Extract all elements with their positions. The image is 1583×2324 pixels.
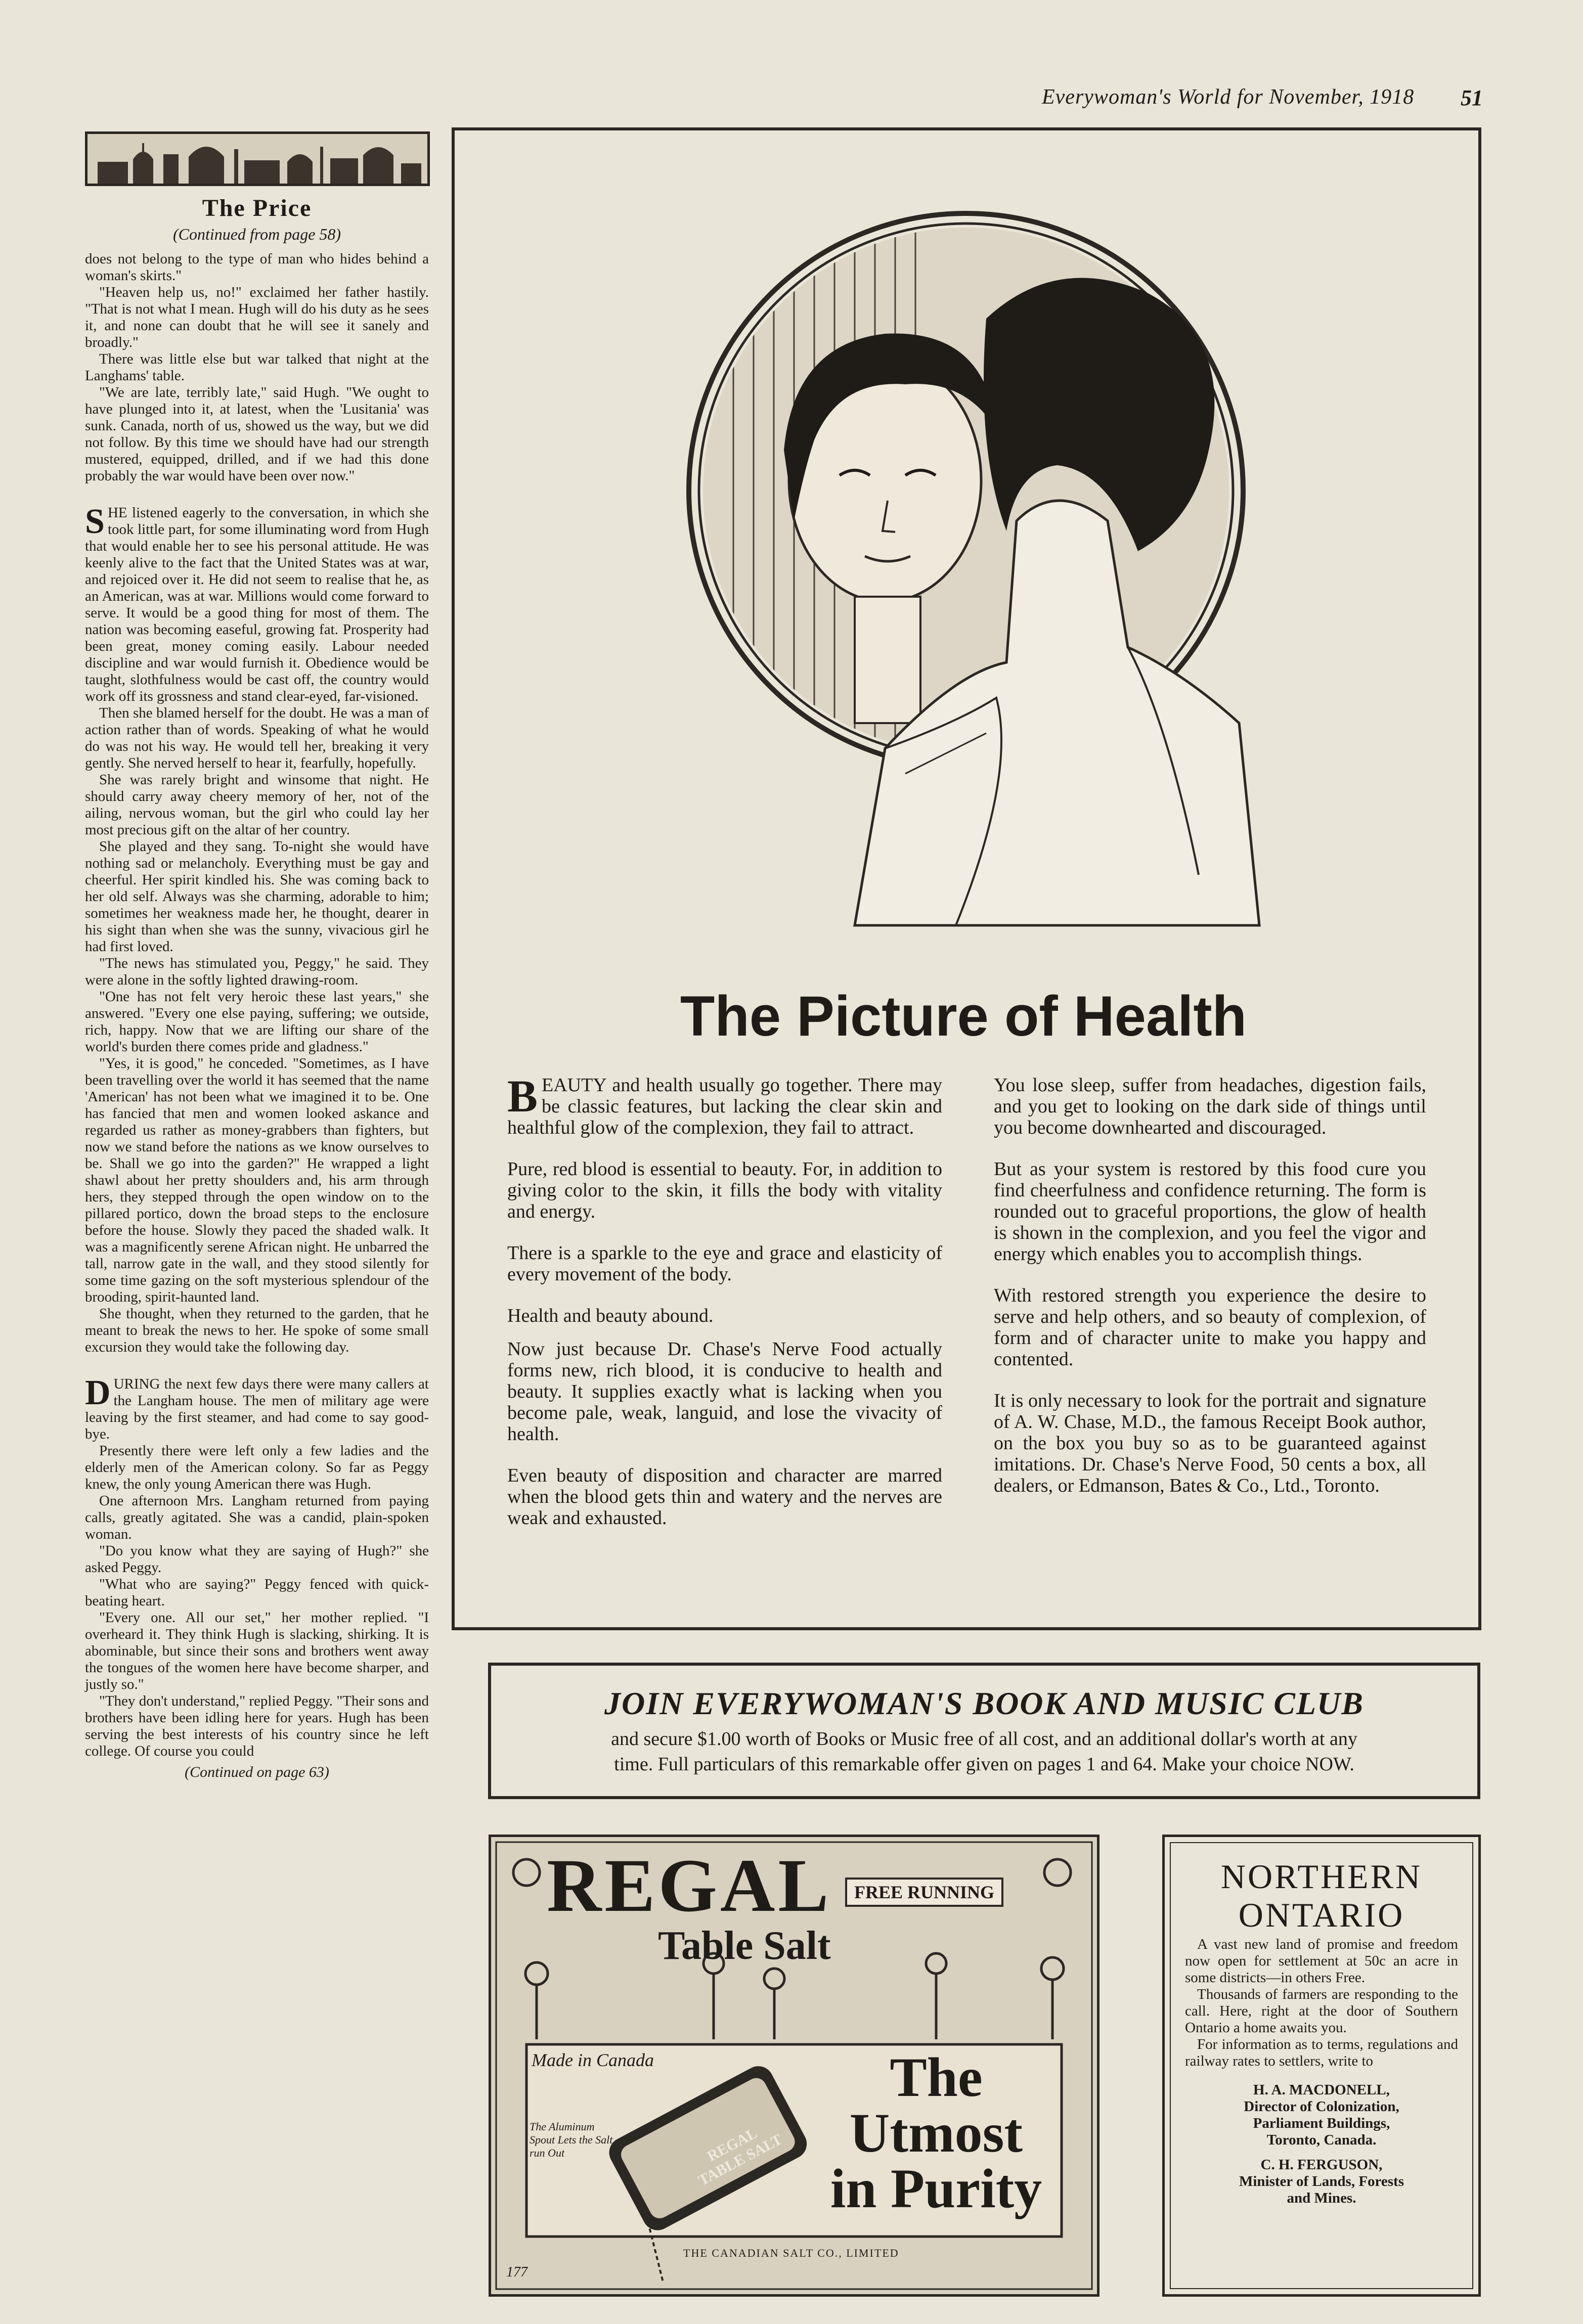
- spout-note: The Aluminum Spout Lets the Salt run Out: [530, 2120, 613, 2159]
- chase-ad-right-column: [994, 1075, 1426, 1516]
- story-paragraph: One afternoon Mrs. Langham returned from paying calls, greatly agitated. She was a candid, plain-spoken woman.: [85, 1493, 429, 1542]
- northern-ontario-text: A vast new land of promise and freedom now open for settlement at 50c an acre in some districts—in others Free. Thousands of farmers are responding to the call. Here, right at the door of Southern Ontario a home awaits you. For information as to terms, regulations and railway rates to settlers, write to H. A. MACDONELL, Director of Colonization, Parliament Buildings, Toronto, Canada. C. H. FERGUSON, Minister of Lands, Forests and Mines.: [1185, 1936, 1458, 2206]
- northern-ontario-heading: NORTHERN ONTARIO: [1220, 1857, 1423, 1934]
- chase-ad-paragraph: Now just because Dr. Chase's Nerve Food actually forms new, rich blood, it is conducive to health and beauty. It supplies exactly what is lacking when you become pale, weak, languid, and lose the vivacity of health.: [507, 1338, 942, 1445]
- northern-ontario-ad: [1162, 1835, 1481, 2297]
- mirror-portrait-illustration: [602, 167, 1340, 956]
- story-paragraph: SHE listened eagerly to the conversation, in which she took little part, for some illuminating word from Hugh that would enable her to see his personal attitude. He was keenly alive to the fact that the United States was at war, and rejoiced over it. He did not seem to realise that he, as an American, was at war. Millions would come forward to serve. It would be a good thing for most of them. The nation was becoming easeful, growing fat. Prosperity had been great, money coming easily. Labour needed discipline and war would furnish it. Obedience would be taught, slothfulness would be cast off, the country would work off its grossness and stand clear-eyed, far-visioned.: [85, 502, 429, 704]
- story-paragraph: "They don't understand," replied Peggy. "Their sons and brothers have been idling here for years. Hugh has been serving the best interests of his country since he left college. Of course you could: [85, 1693, 429, 1759]
- free-running-badge: FREE RUNNING: [845, 1878, 1003, 1907]
- story-paragraph: DURING the next few days there were many callers at the Langham house. The men of military age were leaving by the first steamer, and had come to say good-bye.: [85, 1373, 429, 1442]
- story-paragraph: She played and they sang. To-night she would have nothing sad or melancholy. Everything must be gay and cheerful. Her spirit kindled his. She was coming back to her old self. Always was she charming, adorable to him; sometimes her weakness made her, he thought, dearer in his sight than when she was the sunny, vivacious girl he had first loved.: [85, 838, 429, 955]
- salt-company: THE CANADIAN SALT CO., LIMITED: [683, 2247, 899, 2259]
- chase-ad-paragraph: Pure, red blood is essential to beauty. For, in addition to giving color to the skin, it fills the body with vitality and energy.: [507, 1158, 942, 1222]
- table-salt-label: Table Salt: [658, 1924, 831, 1968]
- chase-ad-paragraph: There is a sparkle to the eye and grace and elasticity of every movement of the body.: [507, 1242, 942, 1285]
- story-paragraph: "We are late, terribly late," said Hugh. "We ought to have plunged into it, at latest, when the 'Lusitania' was sunk. Canada, north of us, showed us the way, but we did not follow. By this time we should have had our strength mustered, equipped, drilled, and if we had this done probably the war would have been over now.": [85, 384, 429, 484]
- page-number: 51: [1461, 85, 1483, 110]
- skyline-illustration: [85, 131, 430, 186]
- club-heading: JOIN EVERYWOMAN'S BOOK AND MUSIC CLUB: [604, 1685, 1364, 1721]
- chase-ad-paragraph: But as your system is restored by this food cure you find cheerfulness and confidence returning. The form is rounded out to graceful proportions, the glow of health is shown in the complexion, and you feel the vigor and energy which enables you to accomplish things.: [994, 1158, 1426, 1265]
- drop-cap: S: [85, 502, 105, 541]
- chase-ad-left-column: [507, 1071, 942, 1549]
- story-paragraph: "What who are saying?" Peggy fenced with quick-beating heart.: [85, 1576, 429, 1609]
- chase-ad-paragraph: With restored strength you experience the desire to serve and help others, and so beauty of complexion, of form and of character unite to make you happy and contented.: [994, 1285, 1426, 1370]
- chase-ad-paragraph: It is only necessary to look for the portrait and signature of A. W. Chase, M.D., the famous Receipt Book author, on the box you buy so as to be guaranteed against imitations. Dr. Chase's Nerve Food, 50 cents a box, all dealers, or Edmanson, Bates & Co., Ltd., Toronto.: [994, 1390, 1426, 1496]
- story-column: [85, 131, 429, 1781]
- story-paragraph: Then she blamed herself for the doubt. He was a man of action rather than of words. Speaking of what he would do was not his way. He would tell her, breaking it very gently. She nerved herself to hear it, fearfully, hopefully.: [85, 705, 429, 771]
- contact-ferguson: C. H. FERGUSON, Minister of Lands, Forests and Mines.: [1239, 2157, 1404, 2206]
- story-paragraph: "The news has stimulated you, Peggy," he said. They were alone in the softly lighted drawing-room.: [85, 955, 429, 988]
- drop-cap: B: [507, 1071, 538, 1122]
- regal-salt-ad: [489, 1835, 1100, 2297]
- chase-ad-paragraph: BEAUTY and health usually go together. There may be classic features, but lacking the clear skin and healthful glow of the complexion, they fail to attract.: [507, 1071, 942, 1138]
- drop-cap: D: [85, 1373, 111, 1412]
- story-paragraph: "One has not felt very heroic these last years," she answered. "Every one else paying, suffering; we outside, rich, happy. Now that we are lifting our share of the world's burden there comes pride and gladness.": [85, 989, 429, 1055]
- contact-macdonell: H. A. MACDONELL, Director of Colonization, Parliament Buildings, Toronto, Canada.: [1244, 2082, 1399, 2148]
- running-head: Everywoman's World for November, 1918: [1042, 85, 1415, 109]
- continued-on: (Continued on page 63): [185, 1764, 329, 1780]
- story-paragraph: She was rarely bright and winsome that night. He should carry away cheery memory of her, not of the ailing, nervous woman, but the girl who could lay her most precious gift on the altar of her country.: [85, 772, 429, 838]
- book-music-club-ad: [488, 1663, 1480, 1799]
- story-paragraph: "Heaven help us, no!" exclaimed her father hastily. "That is not what I mean. Hugh will do his duty as he sees it, and none can doubt that he will see it sanely and broadly.": [85, 284, 429, 350]
- story-paragraph: "Every one. All our set," her mother replied. "I overheard it. They think Hugh is slacking, shirking. It is abominable, but since their sons and brothers went away the tongues of the women here have become sharper, and justly so.": [85, 1610, 429, 1692]
- made-in-canada: Made in Canada: [532, 2050, 654, 2070]
- regal-brand: REGAL: [547, 1844, 832, 1928]
- continued-from: (Continued from page 58): [172, 225, 341, 243]
- club-text: and secure $1.00 worth of Books or Music free of all cost, and an additional dollar's worth at any time. Full particulars of this remarkable offer given on pages 1 and 64. Make your choice NOW.: [611, 1728, 1357, 1775]
- story-paragraph: "Yes, it is good," he conceded. "Sometimes, as I have been travelling over the world it has seemed that the name 'American' has not been what we imagined it to be. One has fancied that men and women looked askance and regarded us rather as money-grabbers than fighters, but now we stand before the nations as we know ourselves to be. Shall we go into the garden?" He wrapped a light shawl about her pretty shoulders and, his arm through hers, they stepped through the open window on to the pillared portico, down the broad steps to the enclosure before the house. Slowly they paced the shaded walk. It was a magnificently serene African night. He unbarred the tall, narrow gate in the wall, and they stood silently for some time gazing on the soft mysterious splendour of the brooding, spirit-haunted land.: [85, 1055, 429, 1305]
- chase-ad-paragraph: You lose sleep, suffer from headaches, digestion fails, and you get to looking on the dark side of things until you become downhearted and discouraged.: [994, 1075, 1426, 1138]
- regal-slogan: The Utmost in Purity: [830, 2046, 1042, 2219]
- story-paragraph: Presently there were left only a few ladies and the elderly men of the American colony. So far as Peggy knew, the only young American there was Hugh.: [85, 1443, 429, 1492]
- story-text: [85, 251, 429, 1760]
- chase-ad-paragraph: Even beauty of disposition and character are marred when the blood gets thin and watery and the nerves are weak and exhausted.: [507, 1465, 942, 1529]
- ad-number: 177: [506, 2264, 527, 2280]
- story-title: The Price: [202, 195, 312, 221]
- story-paragraph: "Do you know what they are saying of Hugh?" she asked Peggy.: [85, 1543, 429, 1576]
- chase-ad-title: The Picture of Health: [680, 985, 1247, 1048]
- story-paragraph: She thought, when they returned to the garden, that he meant to break the news to her. He spoke of some small excursion they would take the following day.: [85, 1306, 429, 1355]
- story-paragraph: does not belong to the type of man who hides behind a woman's skirts.": [85, 251, 429, 284]
- chase-ad-paragraph: Health and beauty abound.: [507, 1305, 714, 1326]
- story-paragraph: There was little else but war talked that night at the Langhams' table.: [85, 351, 429, 384]
- salt-can-label: REGAL TABLE SALT: [695, 2124, 785, 2189]
